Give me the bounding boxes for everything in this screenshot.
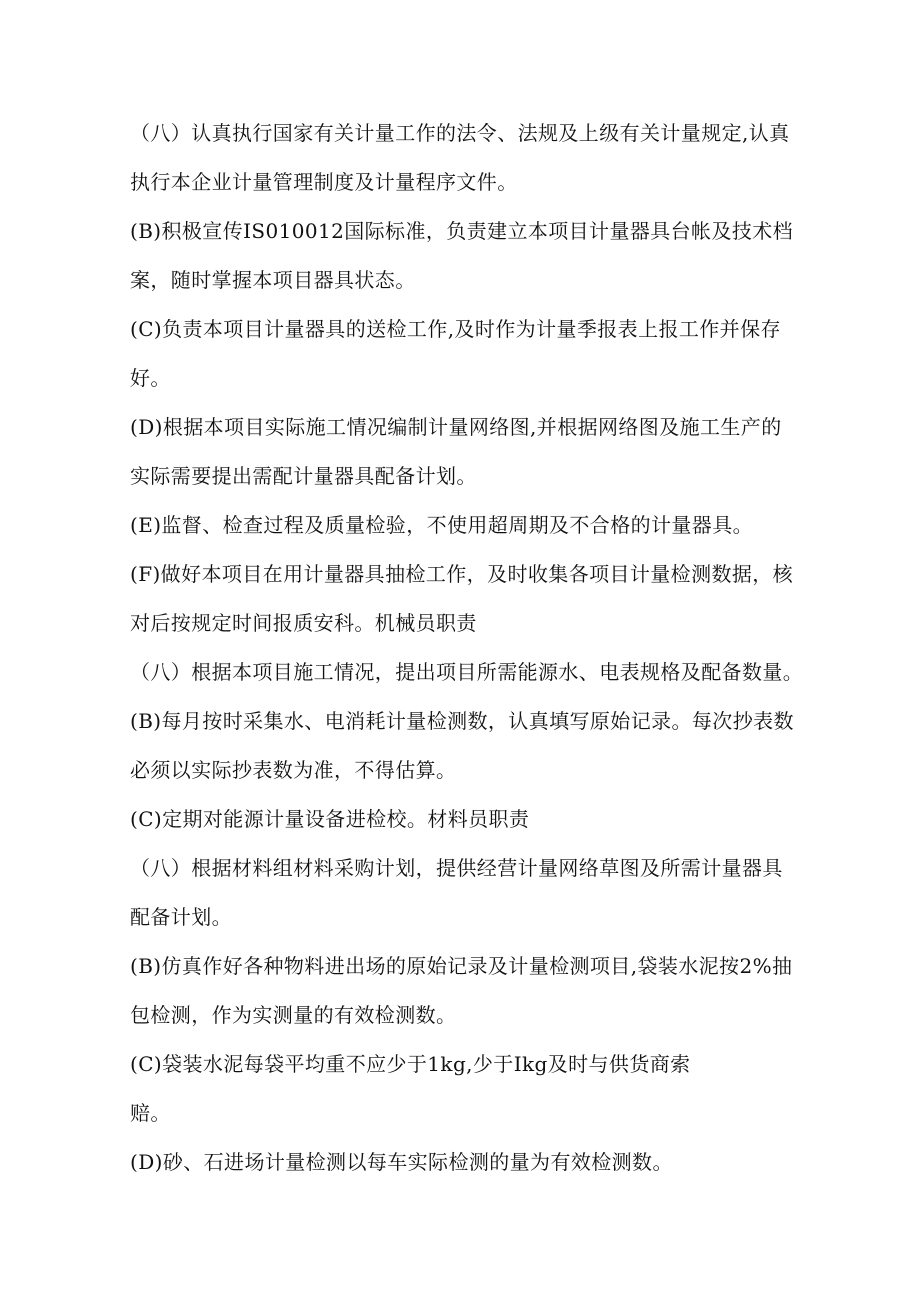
paragraph-line: (D)砂、石进场计量检测以每车实际检测的量为有效检测数。 [130,1150,673,1174]
paragraph-line: 实际需要提出需配计量器具配备计划。 [130,464,477,488]
paragraph-line: (C)袋装水泥每袋平均重不应少于1kg,少于Ikg及时与供货商索 [130,1052,691,1076]
paragraph-11 [0,942,920,1040]
paragraph-line: 赔。 [130,1101,171,1125]
paragraph-line: （八）认真执行国家有关计量工作的法令、法规及上级有关计量规定,认真 [130,121,790,145]
paragraph-line: 执行本企业计量管理制度及计量程序文件。 [130,170,518,194]
paragraph-line: 配备计划。 [130,905,232,929]
paragraph-line: (D)根据本项目实际施工情况编制计量网络图,并根据网络图及施工生产的 [130,415,782,439]
paragraph-line: 必须以实际抄表数为准，不得估算。 [130,758,457,782]
paragraph-13 [0,1138,920,1187]
paragraph-4 [0,403,920,501]
paragraph-line: 对后按规定时间报质安科。机械员职责 [130,611,477,635]
paragraph-10 [0,844,920,942]
paragraph-line: （八）根据材料组材料采购计划，提供经营计量网络草图及所需计量器具 [130,856,783,880]
paragraph-line: (E)监督、检查过程及质量检验，不使用超周期及不合格的计量器具。 [130,513,754,537]
paragraph-line: (C)定期对能源计量设备进检校。材料员职责 [130,807,530,831]
paragraph-line: 好。 [130,366,171,390]
paragraph-line: (B)积极宣传IS010012国际标准，负责建立本项目计量器具台帐及技术档 [130,219,794,243]
paragraph-7 [0,648,920,697]
paragraph-2 [0,207,920,305]
paragraph-9 [0,795,920,844]
paragraph-8 [0,697,920,795]
document-body [0,109,920,1187]
paragraph-3 [0,305,920,403]
paragraph-line: (B)每月按时采集水、电消耗计量检测数，认真填写原始记录。每次抄表数 [130,709,794,733]
paragraph-1 [0,109,920,207]
paragraph-5 [0,501,920,550]
paragraph-line: (F)做好本项目在用计量器具抽检工作，及时收集各项目计量检测数据，核 [130,562,794,586]
paragraph-line: （八）根据本项目施工情况，提出项目所需能源水、电表规格及配备数量。 [130,660,804,684]
paragraph-line: 包检测，作为实测量的有效检测数。 [130,1003,457,1027]
paragraph-line: (B)仿真作好各种物料进出场的原始记录及计量检测项目,袋装水泥按2%抽 [130,954,793,978]
paragraph-line: 案，随时掌握本项目器具状态。 [130,268,416,292]
paragraph-12 [0,1040,920,1138]
paragraph-6 [0,550,920,648]
paragraph-line: (C)负责本项目计量器具的送检工作,及时作为计量季报表上报工作并保存 [130,317,781,341]
